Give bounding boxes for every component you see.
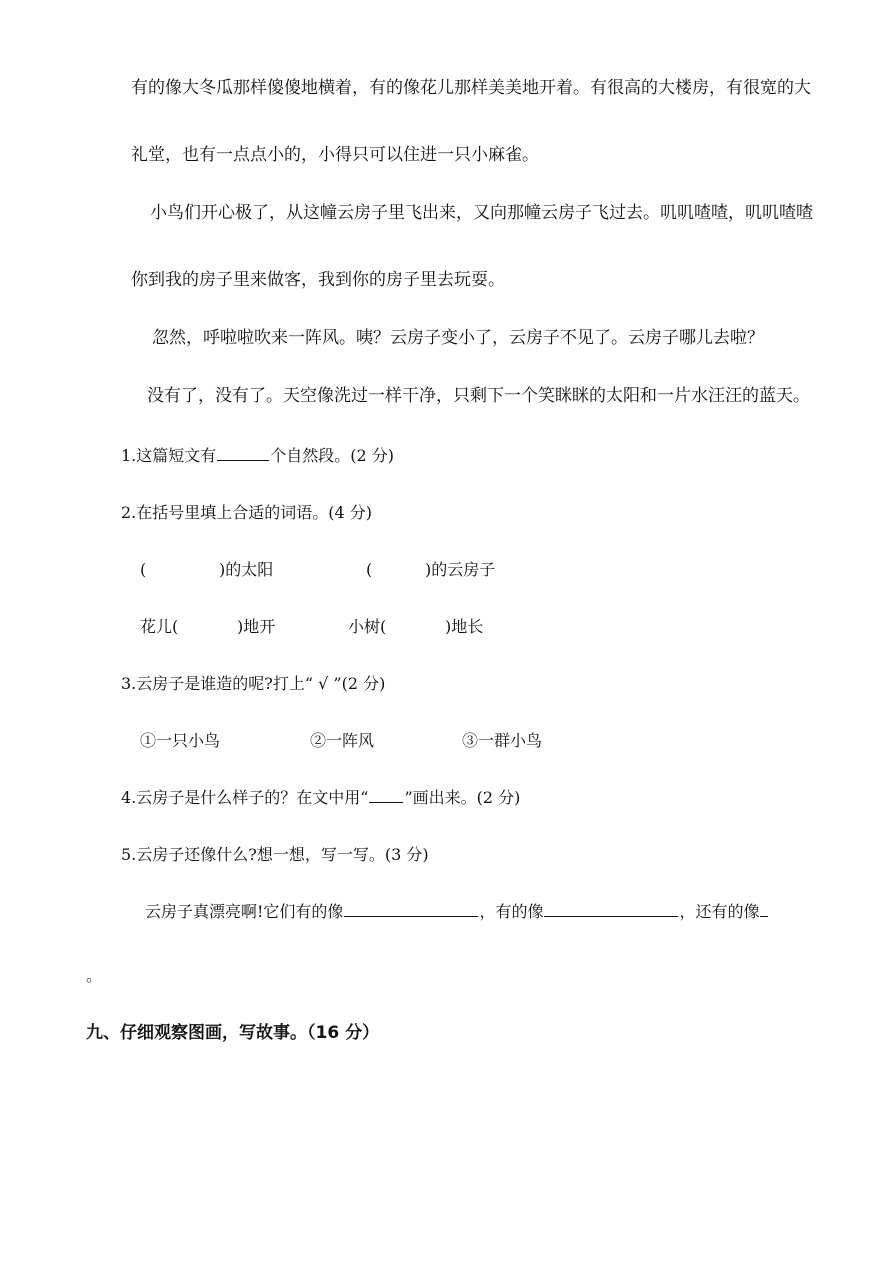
fill-in-item: 小树( bbox=[348, 617, 387, 636]
sentence-end: 。 bbox=[86, 966, 103, 985]
answer-sentence bbox=[145, 904, 769, 920]
option-2[interactable]: ②一阵风 bbox=[310, 731, 375, 750]
sentence-text: ，有的像 bbox=[479, 902, 544, 921]
answer-blank[interactable] bbox=[217, 459, 269, 461]
passage-line: 忽然，呼啦啦吹来一阵风。咦？云房子变小了，云房子不见了。云房子哪儿去啦？ bbox=[152, 328, 764, 348]
fill-in-item: )的太阳 bbox=[219, 560, 274, 579]
sentence-text: ，还有的像 bbox=[679, 902, 760, 921]
fill-in-item: )地长 bbox=[445, 617, 484, 636]
passage-line: 你到我的房子里来做客，我到你的房子里去玩耍。 bbox=[131, 270, 505, 290]
sentence-text: 云房子真漂亮啊!它们有的像 bbox=[145, 902, 344, 921]
answer-blank[interactable] bbox=[760, 915, 768, 917]
passage-line: 礼堂，也有一点点小的，小得只可以住进一只小麻雀。 bbox=[131, 145, 539, 165]
question-1 bbox=[121, 448, 394, 464]
question-text: 个自然段。(2 分) bbox=[270, 446, 395, 465]
passage-line: 有的像大冬瓜那样傻傻地横着，有的像花儿那样美美地开着。有很高的大楼房，有很宽的大 bbox=[131, 78, 811, 98]
answer-blank[interactable] bbox=[344, 915, 478, 917]
fill-in-item: ( bbox=[366, 560, 373, 579]
fill-in-item: )的云房子 bbox=[425, 560, 496, 579]
underline-sample bbox=[369, 801, 403, 803]
passage-line: 小鸟们开心极了，从这幢云房子里飞出来，又向那幢云房子飞过去。叽叽喳喳，叽叽喳喳 bbox=[150, 203, 813, 223]
question-text: 4.云房子是什么样子的？在文中用“ bbox=[121, 788, 369, 807]
question-text: 1.这篇短文有 bbox=[121, 446, 217, 465]
option-3[interactable]: ③一群小鸟 bbox=[462, 731, 543, 750]
question-5: 5.云房子还像什么?想一想，写一写。(3 分) bbox=[121, 845, 429, 864]
question-3: 3.云房子是谁造的呢?打上“ √ ”(2 分) bbox=[121, 674, 386, 693]
fill-in-item: ( bbox=[140, 560, 147, 579]
question-4 bbox=[121, 790, 520, 806]
option-1[interactable]: ①一只小鸟 bbox=[140, 731, 221, 750]
section-title: 九、仔细观察图画，写故事。（16 分） bbox=[86, 1023, 380, 1043]
answer-blank[interactable] bbox=[544, 915, 678, 917]
fill-in-item: 花儿( bbox=[140, 617, 179, 636]
fill-in-item: )地开 bbox=[237, 617, 276, 636]
passage-line: 没有了，没有了。天空像洗过一样干净，只剩下一个笑眯眯的太阳和一片水汪汪的蓝天。 bbox=[147, 386, 810, 406]
question-text: ”画出来。(2 分) bbox=[404, 788, 521, 807]
question-2: 2.在括号里填上合适的词语。(4 分) bbox=[121, 503, 373, 522]
